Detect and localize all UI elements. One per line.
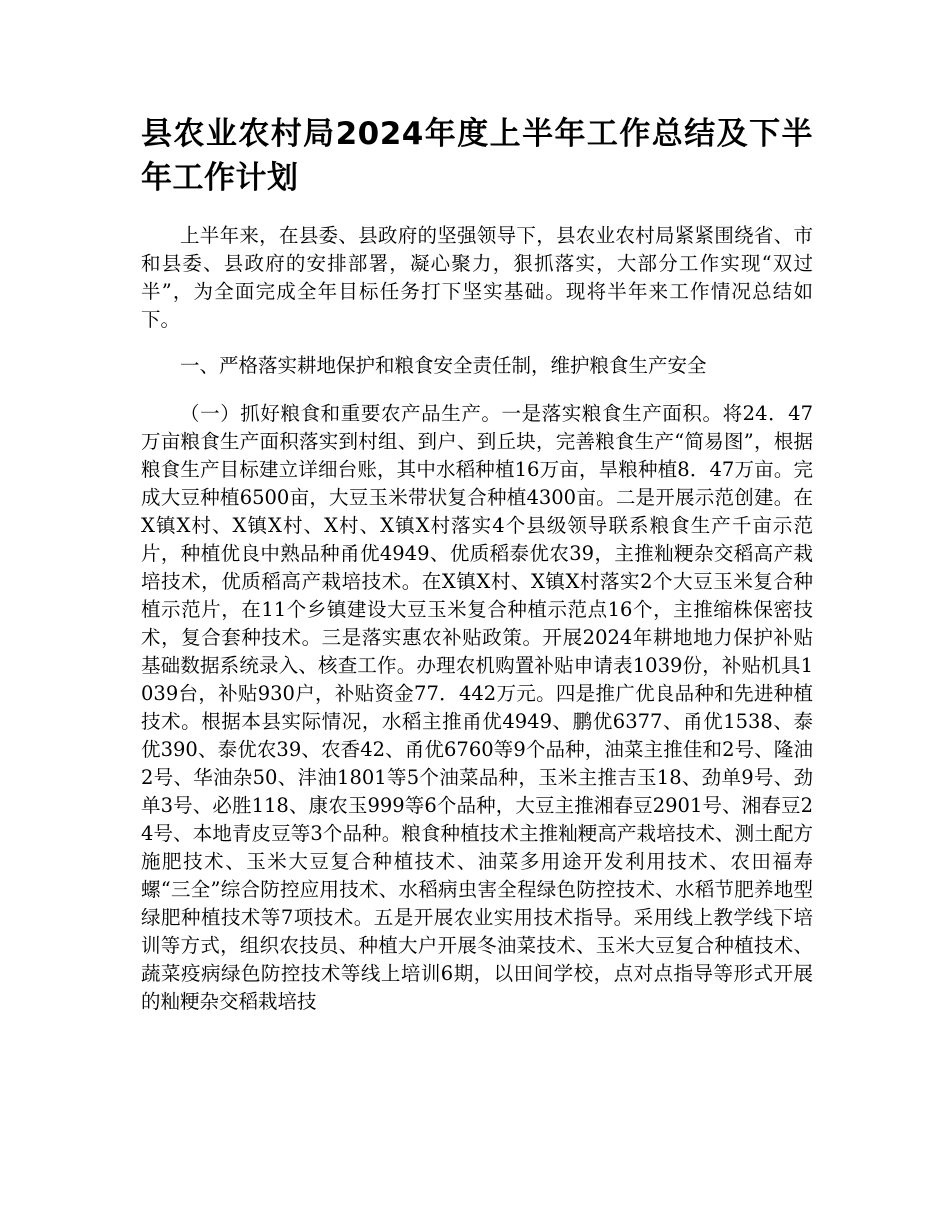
- intro-paragraph: 上半年来，在县委、县政府的坚强领导下，县农业农村局紧紧围绕省、市和县委、县政府的安排部署，凝心聚力，狠抓落实，大部分工作实现“双过半”，为全面完成全年目标任务打下坚实基础。现将半年来工作情况总结如下。: [141, 224, 813, 331]
- section-heading: 一、严格落实耕地保护和粮食安全责任制，维护粮食生产安全: [180, 354, 707, 377]
- document-title: 县农业农村局2024年度上半年工作总结及下半年工作计划: [141, 116, 813, 196]
- document-content: [141, 112, 813, 1016]
- body-paragraph: （一）抓好粮食和重要农产品生产。一是落实粮食生产面积。将24．47万亩粮食生产面积落实到村组、到户、到丘块，完善粮食生产“简易图”，根据粮食生产目标建立详细台账，其中水稻种植16万亩，旱粮种植8．47万亩。完成大豆种植6500亩，大豆玉米带状复合种植4300亩。二是开展示范创建。在X镇X村、X镇X村、X村、X镇X村落实4个县级领导联系粮食生产千亩示范片，种植优良中熟品种甬优4949、优质稻泰优农39，主推籼粳杂交稻高产栽培技术，优质稻高产栽培技术。在X镇X村、X镇X村落实2个大豆玉米复合种植示范片，在11个乡镇建设大豆玉米复合种植示范点16个，主推缩株保密技术，复合套种技术。三是落实惠农补贴政策。开展2024年耕地地力保护补贴基础数据系统录入、核查工作。办理农机购置补贴申请表1039份，补贴机具1039台，补贴930户，补贴资金77．442万元。四是推广优良品种和先进种植技术。根据本县实际情况，水稻主推甬优4949、鹏优6377、甬优1538、泰优390、泰优农39、农香42、甬优6760等9个品种，油菜主推佳和2号、隆油2号、华油杂50、沣油1801等5个油菜品种，玉米主推吉玉18、劲单9号、劲单3号、必胜118、康农玉999等6个品种，大豆主推湘春豆2901号、湘春豆24号、本地青皮豆等3个品种。粮食种植技术主推籼粳高产栽培技术、测土配方施肥技术、玉米大豆复合种植技术、油菜多用途开发利用技术、农田福寿螺“三全”综合防控应用技术、水稻病虫害全程绿色防控技术、水稻节肥养地型绿肥种植技术等7项技术。五是开展农业实用技术指导。采用线上教学线下培训等方式，组织农技员、种植大户开展冬油菜技术、玉米大豆复合种植技术、蔬菜疫病绿色防控技术等线上培训6期，以田间学校，点对点指导等形式开展的籼粳杂交稻栽培技: [141, 402, 813, 1013]
